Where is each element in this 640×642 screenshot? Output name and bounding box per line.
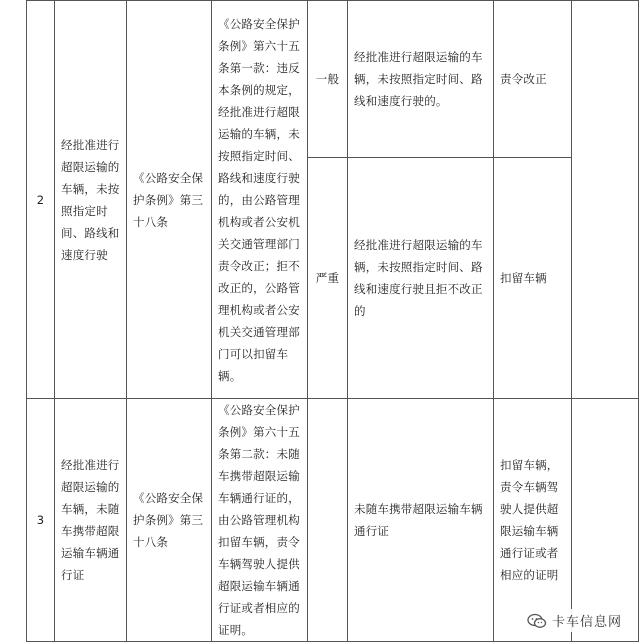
row-number: 2 — [27, 1, 55, 399]
severity-level-cell — [308, 399, 348, 642]
row-number: 3 — [27, 399, 55, 642]
table-row — [27, 1, 639, 158]
blank-cell — [572, 1, 639, 399]
measure-cell: 扣留车辆 — [494, 158, 572, 399]
severity-level-cell: 严重 — [308, 158, 348, 399]
circumstance-cell: 经批准进行超限运输的车辆，未按照指定时间、路线和速度行驶且拒不改正的 — [348, 158, 494, 399]
penalty-clause-cell: 《公路安全保护条例》第六十五条第一款：违反本条例的规定，经批准进行超限运输的车辆，未按照指定时间、路线和速度行驶的，由公路管理机构或者公安机关交通管理部门责令改正；拒不改正的，公路管理机构或者公安机关交通管理部门可以扣留车辆。 — [212, 1, 308, 399]
measure-cell: 扣留车辆，责令车辆驾驶人提供超限运输车辆通行证或者相应的证明 — [494, 399, 572, 642]
circumstance-cell: 经批准进行超限运输的车辆，未按照指定时间、路线和速度行驶的。 — [348, 1, 494, 158]
measure-cell: 责令改正 — [494, 1, 572, 158]
wechat-icon — [527, 613, 547, 629]
circumstance-cell: 未随车携带超限运输车辆通行证 — [348, 399, 494, 642]
violation-cell: 经批准进行超限运输的车辆，未按照指定时间、路线和速度行驶 — [55, 1, 127, 399]
watermark-text: 卡车信息网 — [551, 615, 622, 630]
watermark — [523, 609, 626, 632]
blank-cell — [572, 399, 639, 642]
legal-basis-cell: 《公路安全保护条例》第三十八条 — [127, 399, 212, 642]
violation-cell: 经批准进行超限运输的车辆，未随车携带超限运输车辆通行证 — [55, 399, 127, 642]
table-row — [27, 399, 639, 642]
penalty-clause-cell: 《公路安全保护条例》第六十五条第二款：未随车携带超限运输车辆通行证的，由公路管理机构扣留车辆，责令车辆驾驶人提供超限运输车辆通行证或者相应的证明。 — [212, 399, 308, 642]
severity-level-cell: 一般 — [308, 1, 348, 158]
legal-basis-cell: 《公路安全保护条例》第三十八条 — [127, 1, 212, 399]
penalty-table — [26, 0, 639, 642]
